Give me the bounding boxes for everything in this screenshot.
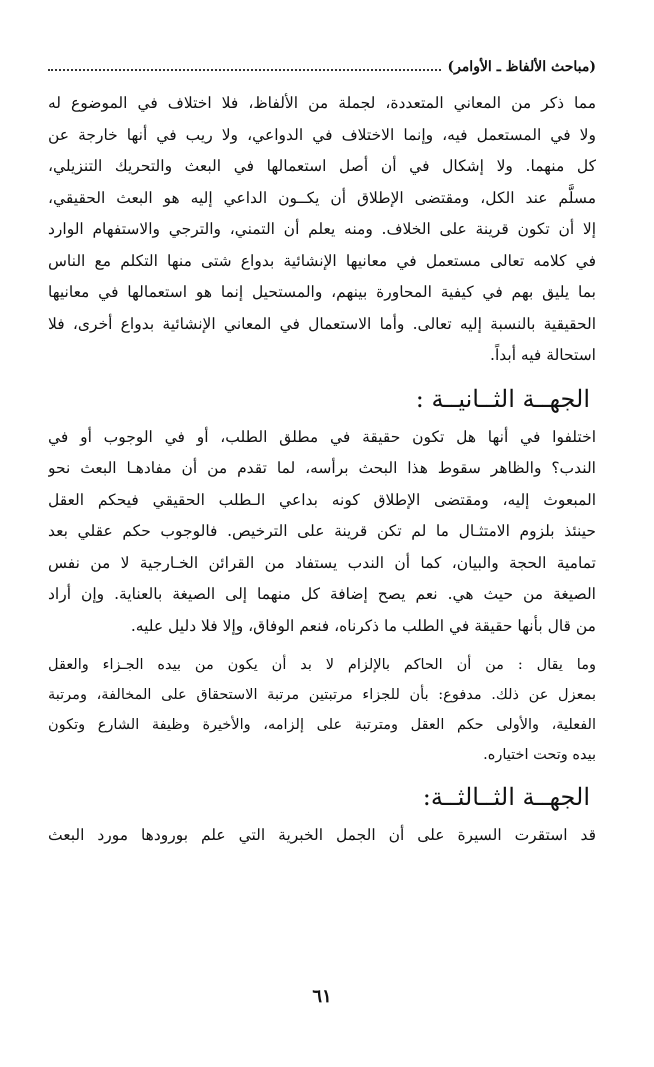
paragraph-2 (48, 422, 596, 643)
text-line: تمامية الحجة والبيان، كما أن الندب يستفاد من القرائن الخـارجية لا من نفس (48, 553, 596, 572)
text-line: الصيغة من حيث هي. نعم يصح إضافة كل منهما إلى الصيغة بالعناية. وإن أراد (48, 585, 596, 603)
paragraph-3 (48, 650, 596, 770)
text-line: مسلَّم عند الكل، ومقتضى الإطلاق أن يكــون الداعي إليه هو البعث الحقيقي، (48, 188, 596, 207)
section-heading-second: الجهــة الثــانيــة : (415, 384, 590, 413)
text-line: وما يقال : من أن الحاكم بالإلزام لا بد أن يكون من بيده الجـزاء والعقل (48, 657, 596, 673)
text-line: المبعوث إليه، ومقتضى الإطلاق كونه بداعي الـطلب الحقيقي فيحكم العقل (48, 490, 596, 509)
text-line: قد استقرت السيرة على أن الجمل الخبرية التي علم بورودها مورد البعث (48, 826, 596, 844)
text-line: مما ذكر من المعاني المتعددة، لجملة من الألفاظ، فلا اختلاف في الموضوع له (48, 94, 596, 112)
text-line: ولا في المستعمل فيه، وإنما الاختلاف في الدواعي، ولا ريب في أنها خارجة عن (48, 125, 596, 144)
running-head (48, 56, 596, 78)
running-head-dotted-rule (48, 69, 441, 71)
page-number: ٦١ (312, 986, 332, 1007)
paragraph-1 (48, 88, 596, 372)
text-line: حينئذ بلزوم الامتثـال ما لم تكن قرينة على الترخيص. فالوجوب حكم عقلي بعد (48, 522, 596, 540)
text-line: الحقيقية بالنسبة إليه تعالى. وأما الاستعمال في المعاني الإنشائية بدواع أخرى، فلا (48, 314, 596, 333)
text-line: استحالة فيه أبداً. (490, 346, 596, 364)
text-line: إلا أن تكون قرينة على الخلاف. ومنه يعلم أن التمني، والترجي والاستفهام الوارد (48, 220, 596, 238)
text-line: بمعزل عن ذلك. مدفوع: بأن للجزاء مرتبتين مرتبة الاستحقاق على المخالفة، ومرتبة (48, 687, 596, 703)
text-line: كل منهما. ولا إشكال في أن أصل استعمالها في البعث والتحريك التنزيلي، (48, 157, 596, 175)
text-line: في كلامه تعالى مستعمل في معانيها الإنشائية بدواع شتى منها التكلم مع الناس (48, 251, 596, 270)
text-line: من قال بأنها حقيقة في الطلب ما ذكرناه، فنعم الوفاق، وإلا فلا دليل عليه. (130, 616, 596, 635)
paragraph-4 (48, 820, 596, 852)
text-line: بما يليق بهم في كيفية المحاورة بينهم، والمستحيل إنما هو استعمالها في معانيها (48, 283, 596, 301)
spacer (48, 642, 596, 650)
running-head-title: (مباحث الألفاظ ـ الأوامر) (447, 59, 596, 75)
section-heading-third: الجهــة الثــالثــة: (422, 783, 590, 811)
text-line: اختلفوا في أنها هل تكون حقيقة في مطلق الطلب، أو في الوجوب أو في (48, 427, 596, 446)
book-page (48, 56, 596, 1056)
text-line: بيده وتحت اختياره. (483, 747, 596, 763)
text-line: الفعلية، والأولى حكم العقل ومترتبة على إلزامه، والأخيرة وظيفة الشارع وتكون (48, 717, 596, 733)
text-line: الندب؟ والظاهر سقوط هذا البحث برأسه، لما تقدم من أن مفادهـا البعث نحو (48, 459, 596, 477)
